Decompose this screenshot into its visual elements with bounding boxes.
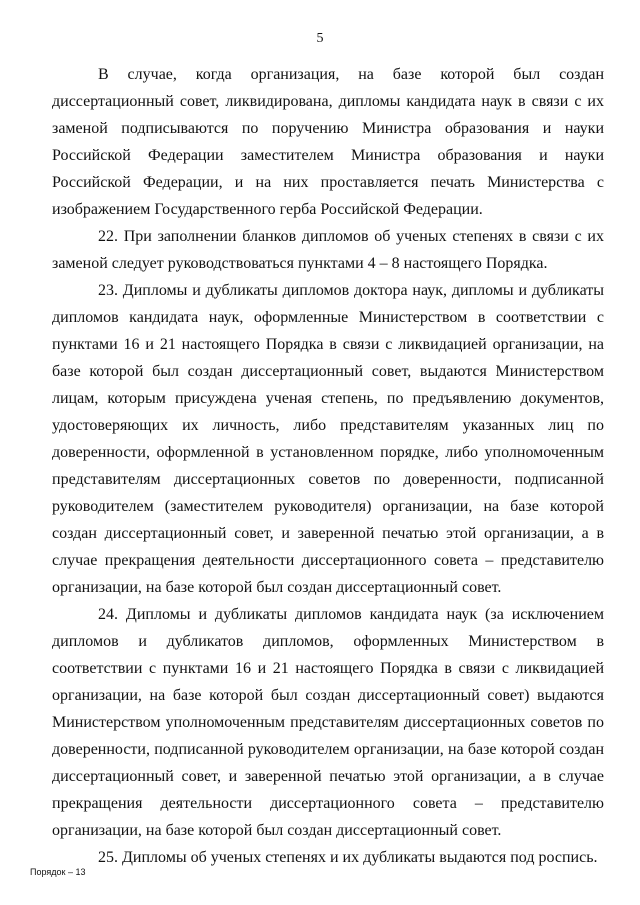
document-footer: Порядок – 13 — [30, 867, 86, 877]
paragraph-liquidation-signing: В случае, когда организация, на базе которой был создан диссертационный совет, ликвидирована, дипломы кандидата наук в связи с их заменой подписываются по поручению Министра образования и науки Российской Федерации заместителем Министра образования и науки Российской Федерации, и на них проставляется печать Министерства с изображением Государственного герба Российской Федерации. — [52, 66, 604, 218]
document-body — [52, 61, 604, 871]
page-number: 5 — [316, 31, 324, 46]
paragraph-25: 25. Дипломы об ученых степенях и их дубликаты выдаются под роспись. — [98, 849, 598, 866]
paragraph-22: 22. При заполнении бланков дипломов об ученых степенях в связи с их заменой следует руководствоваться пунктами 4 – 8 настоящего Порядка. — [52, 228, 604, 272]
paragraph-24: 24. Дипломы и дубликаты дипломов кандидата наук (за исключением дипломов и дубликатов дипломов, оформленных Министерством в соответствии с пунктами 16 и 21 настоящего Порядка в связи с ликвидацией организации, на базе которой был создан диссертационный совет) выдаются Министерством уполномоченным представителям диссертационных советов по доверенности, подписанной руководителем организации, на базе которой создан диссертационный совет, и заверенной печатью этой организации, а в случае прекращения деятельности диссертационного совета – представителю организации, на базе которой был создан диссертационный совет. — [52, 606, 604, 839]
paragraph-23: 23. Дипломы и дубликаты дипломов доктора наук, дипломы и дубликаты дипломов кандидата наук, оформленные Министерством в соответствии с пунктами 16 и 21 настоящего Порядка в связи с ликвидацией организации, на базе которой был создан диссертационный совет, выдаются Министерством лицам, которым присуждена ученая степень, по предъявлению документов, удостоверяющих их личность, либо представителям указанных лиц по доверенности, оформленной в установленном порядке, либо уполномоченным представителям диссертационных советов по доверенности, подписанной руководителем (заместителем руководителя) организации, на базе которой создан диссертационный совет, и заверенной печатью этой организации, а в случае прекращения деятельности диссертационного совета – представителю организации, на базе которой был создан диссертационный совет. — [52, 282, 604, 596]
